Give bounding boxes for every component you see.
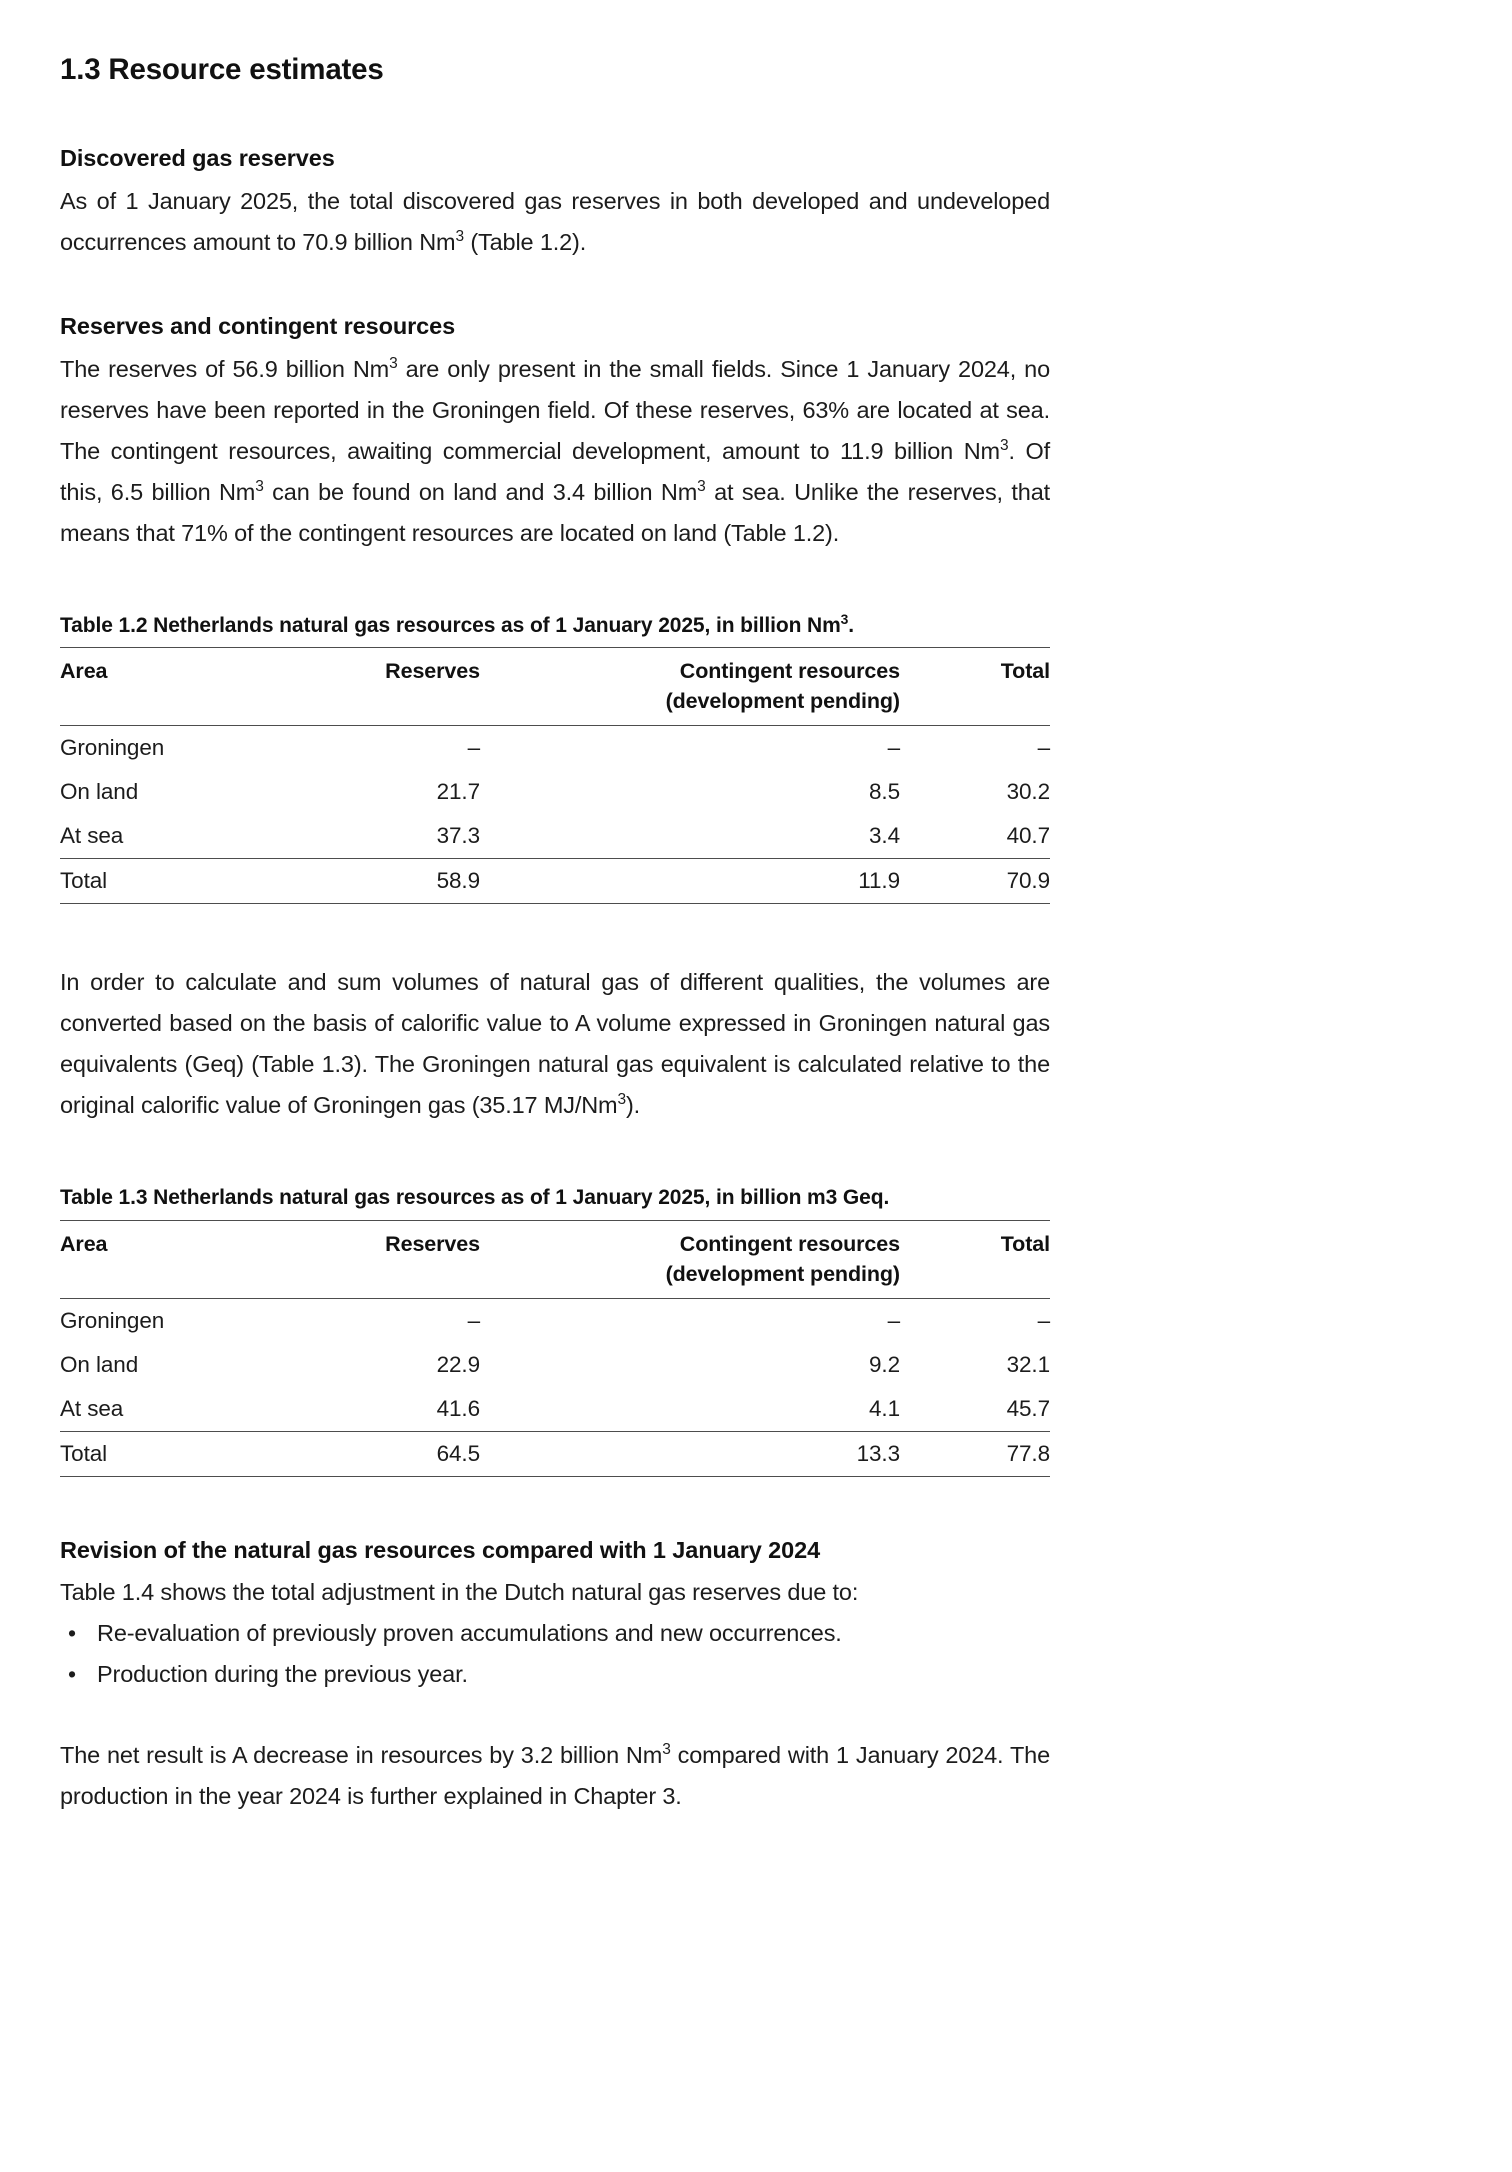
table-row-total [60,859,1050,904]
text-run: As of 1 January 2025, the total discovered gas reserves in both developed and undeveloped occurrences amount to 70.9 billion Nm [60,188,1050,256]
text-run: . [848,613,855,637]
table-row-total [60,1431,1050,1476]
text-run: . Of this, 6.5 billion Nm [60,437,1050,505]
column-header-area: Area [60,1231,108,1256]
cell-contingent: 8.5 [869,779,900,805]
text-run: In order to calculate and sum volumes of natural gas of different qualities, the volumes are converted based on the basis of calorific value to A volume expressed in Groningen natural gas equivalents (Geq) (Table 1.3). The Groningen natural gas equivalent is calculated relative to the original calorific value of Groningen gas (35.17 MJ/Nm [60,969,1050,1119]
heading-revision-natural-gas-resources: Revision of the natural gas resources compared with 1 January 2024 [60,1536,821,1563]
heading-discovered-gas-reserves: Discovered gas reserves [60,145,335,172]
text-run: ). [625,1092,641,1119]
cell-area: At sea [60,1395,124,1421]
revision-bullet-list [60,1613,1050,1695]
table-1-2-caption [60,612,1050,640]
column-header-reserves: Reserves [385,659,480,684]
cell-reserves: 41.6 [436,1395,480,1421]
cell-area: Total [60,1440,108,1466]
table-row [60,770,1050,814]
cell-reserves: 58.9 [436,868,480,894]
column-header-contingent-resources [480,1220,900,1298]
cell-reserves: 37.3 [436,823,480,849]
table-row [60,726,1050,771]
cell-area: On land [60,779,139,805]
superscript-cubic: 3 [255,478,264,495]
cell-total: 32.1 [1006,1351,1050,1377]
superscript-cubic: 3 [999,437,1009,454]
paragraph-revision-intro: Table 1.4 shows the total adjustment in the Dutch natural gas reserves due to: [60,1579,859,1606]
cell-contingent: 9.2 [869,1351,900,1377]
column-header-contingent-main: Contingent resources [679,659,900,684]
cell-contingent: 3.4 [869,823,900,849]
superscript-cubic: 3 [455,228,464,246]
paragraph-geq-conversion [60,962,1050,1126]
superscript-cubic: 3 [697,478,706,495]
paragraph-net-result [60,1735,1050,1817]
table-header-row [60,648,1050,726]
table-1-2-body [60,726,1050,904]
table-row [60,1298,1050,1343]
cell-contingent: – [887,735,900,761]
column-header-total: Total [1000,1231,1050,1256]
cell-reserves: 21.7 [436,779,480,805]
superscript-cubic: 3 [389,355,398,372]
text-run: are only present in the small fields. Since 1 January 2024, no reserves have been reported in the Groningen field. Of these reserves, 63% are located at sea. The contingent resources, awaiting commercial development, amount to 11.9 billion Nm [60,355,1050,464]
cell-total: – [1037,1307,1050,1333]
table-1-2-head [60,648,1050,726]
table-1-3-body [60,1298,1050,1476]
table-row [60,1343,1050,1387]
heading-reserves-contingent-resources: Reserves and contingent resources [60,313,456,340]
column-header-contingent-sub: (development pending) [665,689,900,714]
column-header-contingent-sub: (development pending) [665,1261,900,1286]
paragraph-discovered-gas-reserves [60,181,1050,263]
superscript-cubic: 3 [662,1741,671,1759]
cell-contingent: 4.1 [869,1395,900,1421]
cell-area: Total [60,868,108,894]
table-row [60,1387,1050,1432]
column-header-area: Area [60,659,108,684]
text-run: compared with 1 January 2024. The production in the year 2024 is further explained in Chapter 3. [60,1742,1051,1810]
cell-total: 30.2 [1006,779,1050,805]
cell-reserves: 22.9 [436,1351,480,1377]
text-run: (Table 1.2). [463,229,587,256]
content-column [60,52,1050,1817]
column-header-total: Total [1000,659,1050,684]
cell-contingent: 13.3 [856,1440,900,1466]
cell-area: Groningen [60,735,165,761]
table-header-row [60,1220,1050,1298]
text-run: at sea. Unlike the reserves, that means that 71% of the contingent resources are located on land (Table 1.2). [60,478,1050,546]
table-1-3-head [60,1220,1050,1298]
cell-total: 77.8 [1006,1440,1050,1466]
cell-area: Groningen [60,1307,165,1333]
cell-total: 70.9 [1006,868,1050,894]
list-item: • Re-evaluation of previously proven accumulations and new occurrences. [60,1613,1050,1654]
text-run: Table 1.2 Netherlands natural gas resources as of 1 January 2025, in billion Nm [60,613,841,637]
column-header-contingent-resources [480,648,900,726]
column-header-reserves: Reserves [385,1231,480,1256]
cell-area: At sea [60,823,124,849]
cell-area: On land [60,1351,139,1377]
cell-contingent: 11.9 [858,868,900,894]
cell-total: 40.7 [1006,823,1050,849]
cell-total: – [1037,735,1050,761]
cell-contingent: – [887,1307,900,1333]
table-1-3 [60,1220,1050,1477]
text-run: The net result is A decrease in resources by 3.2 billion Nm [60,1742,663,1769]
table-1-3-caption: Table 1.3 Netherlands natural gas resources as of 1 January 2025, in billion m3 Geq. [60,1186,890,1210]
list-item: • Production during the previous year. [60,1654,1050,1695]
table-row [60,814,1050,859]
superscript-cubic: 3 [840,610,849,627]
cell-reserves: – [467,1307,480,1333]
superscript-cubic: 3 [617,1091,626,1109]
cell-reserves: 64.5 [436,1440,480,1466]
table-1-3-block [60,1184,1050,1476]
table-1-2 [60,647,1050,904]
cell-reserves: – [467,735,480,761]
text-run: can be found on land and 3.4 billion Nm [263,478,698,505]
text-run: The reserves of 56.9 billion Nm [60,355,390,382]
column-header-contingent-main: Contingent resources [679,1231,900,1256]
cell-total: 45.7 [1006,1395,1050,1421]
page-title: 1.3 Resource estimates [60,53,384,86]
table-1-2-block [60,612,1050,904]
paragraph-reserves-contingent-resources [60,349,1050,554]
